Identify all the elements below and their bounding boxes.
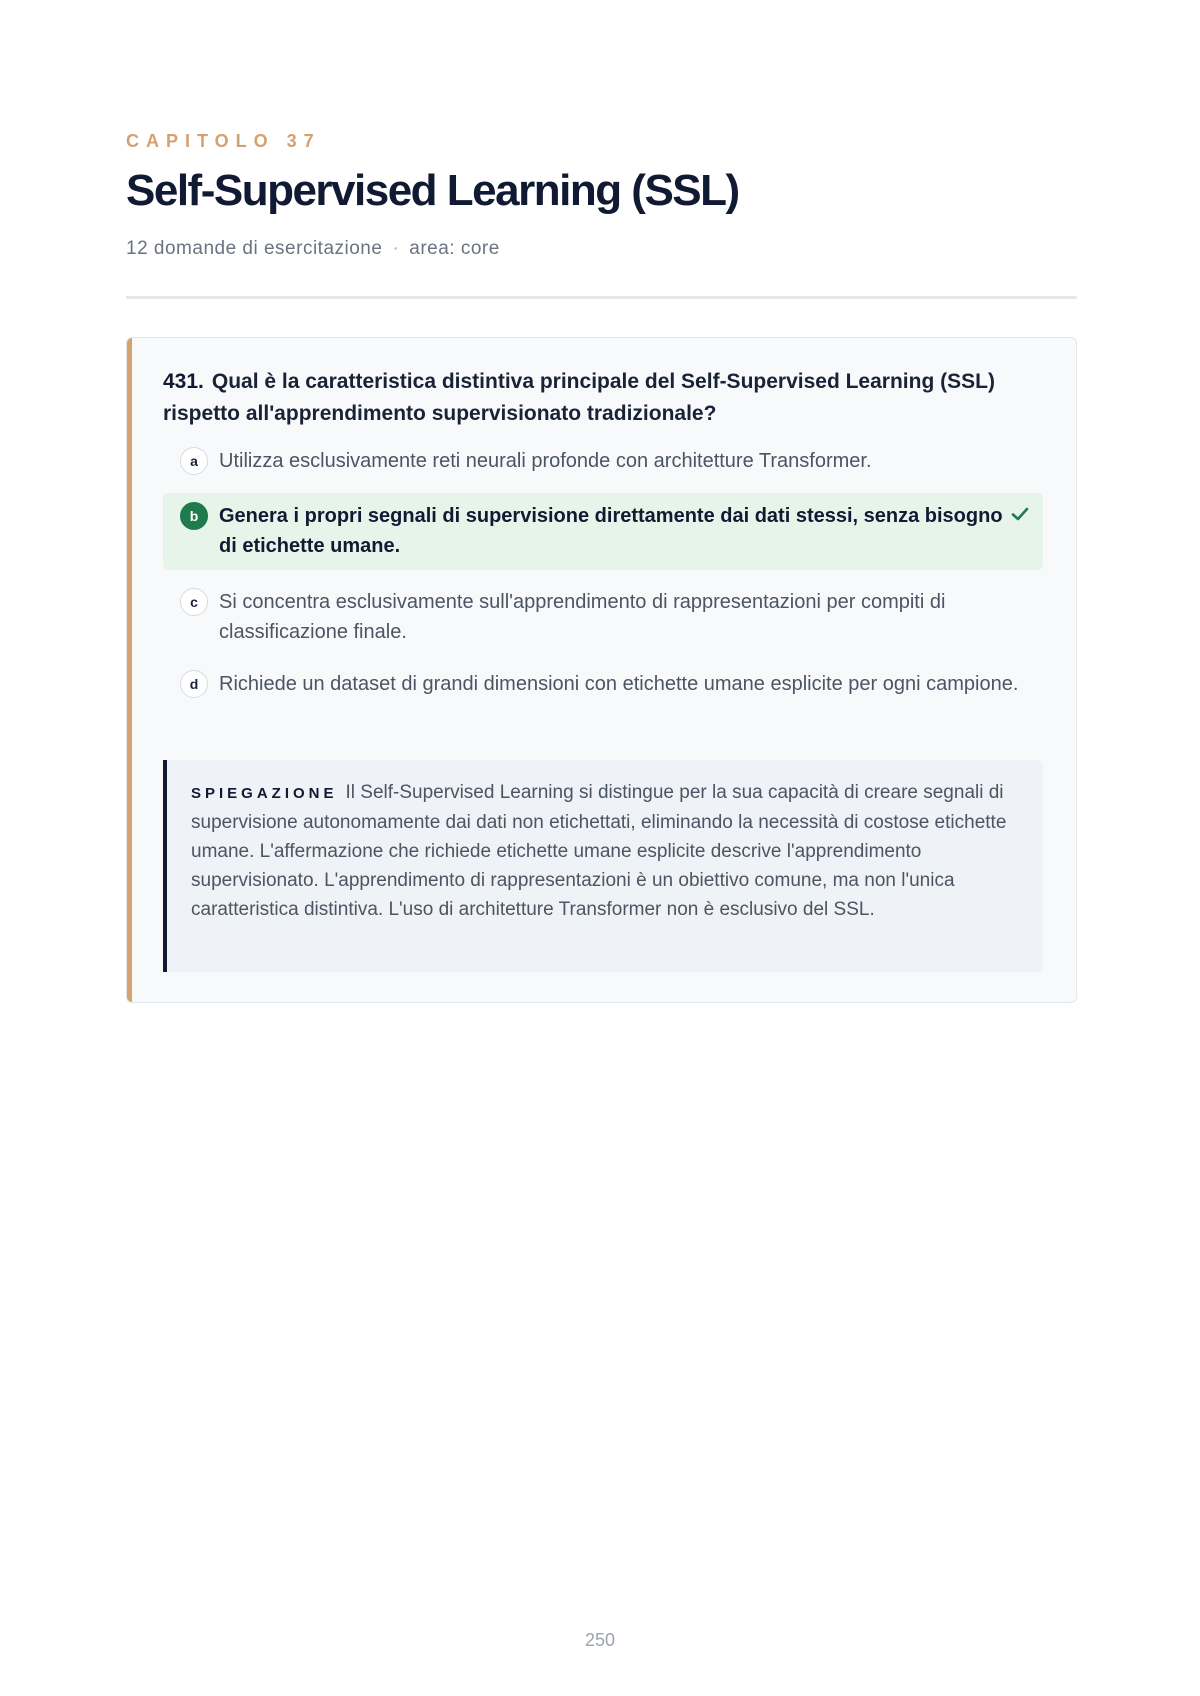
explanation-label: SPIEGAZIONE xyxy=(191,785,338,802)
card-accent-bar xyxy=(127,338,132,1002)
option-c[interactable] xyxy=(163,581,1043,651)
option-a[interactable] xyxy=(163,439,1043,483)
option-letter: a xyxy=(180,447,208,475)
option-letter: d xyxy=(180,670,208,698)
explanation-body xyxy=(191,778,1021,924)
chapter-title: Self-Supervised Learning (SSL) xyxy=(126,166,739,215)
option-text: Utilizza esclusivamente reti neurali profonde con architetture Transformer. xyxy=(219,450,872,472)
chapter-meta xyxy=(126,238,500,260)
option-text: Genera i propri segnali di supervisione direttamente dai dati stessi, senza bisogno di etichette umane. xyxy=(219,505,1003,557)
option-letter: c xyxy=(180,588,208,616)
option-letter: b xyxy=(180,502,208,530)
question-count: 12 domande di esercitazione xyxy=(126,238,383,259)
page-number: 250 xyxy=(584,1630,616,1650)
question-number: 431. xyxy=(163,370,204,393)
question-text xyxy=(163,366,1043,430)
meta-separator: · xyxy=(392,238,400,259)
check-icon xyxy=(1011,505,1029,523)
header-divider xyxy=(126,296,1077,299)
option-text: Si concentra esclusivamente sull'apprendimento di rappresentazioni per compiti di classificazione finale. xyxy=(219,591,946,643)
option-d[interactable] xyxy=(163,663,1043,733)
question-prompt: Qual è la caratteristica distintiva principale del Self-Supervised Learning (SSL) rispetto all'apprendimento supervisionato tradizionale? xyxy=(163,370,995,425)
question-card xyxy=(126,337,1077,1003)
chapter-area: area: core xyxy=(409,238,500,259)
option-text: Richiede un dataset di grandi dimensioni con etichette umane esplicite per ogni campione. xyxy=(219,673,1019,695)
explanation-text: Il Self-Supervised Learning si distingue per la sua capacità di creare segnali di supervisione autonomamente dai dati non etichettati, eliminando la necessità di costose etichette umane. L'affermazione che richiede etichette umane esplicite descrive l'apprendimento supervisionato. L'apprendimento di rappresentazioni è un obiettivo comune, ma non l'unica caratteristica distintiva. L'uso di architetture Transformer non è esclusivo del SSL. xyxy=(191,782,1007,920)
explanation-box xyxy=(163,760,1043,972)
option-b[interactable] xyxy=(163,493,1043,570)
chapter-label: CAPITOLO 37 xyxy=(126,131,321,151)
